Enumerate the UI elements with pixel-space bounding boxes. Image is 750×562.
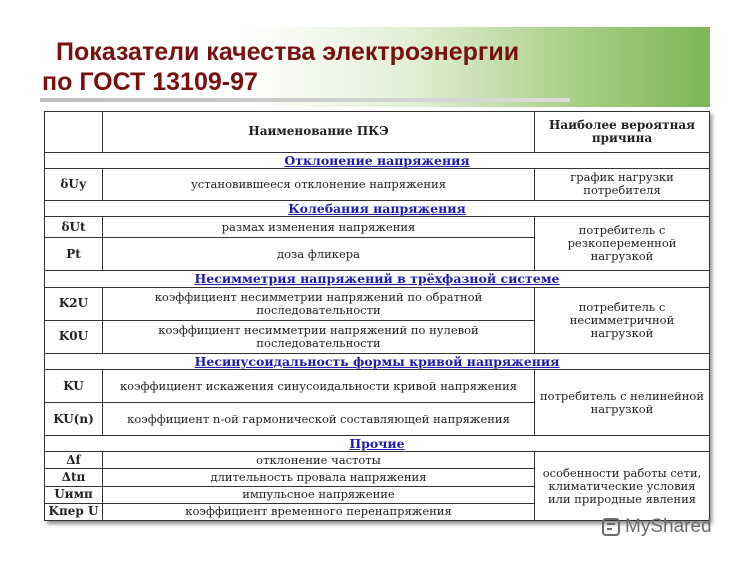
row-name: доза фликера: [103, 238, 535, 271]
watermark-text: MyShared: [625, 516, 712, 537]
watermark-logo: [602, 514, 712, 540]
row-symbol: δUу: [45, 168, 103, 200]
myshared-logo-icon: [602, 518, 620, 536]
section-header-voltage-fluctuations: Колебания напряжения: [45, 200, 710, 216]
row-symbol: Kпер U: [45, 503, 103, 520]
row-name: отклонение частоты: [103, 452, 535, 469]
row-cause: потребитель с нелинейной нагрузкой: [535, 369, 710, 435]
header-cause: Наиболее вероятная причина: [535, 112, 710, 153]
row-name: коэффициент несимметрии напряжений по обратной последовательности: [103, 287, 535, 320]
row-name: коэффициент искажения синусоидальности кривой напряжения: [103, 369, 535, 402]
row-symbol: Δf: [45, 452, 103, 469]
section-header-voltage-unbalance: Несимметрия напряжений в трёхфазной системе: [45, 271, 710, 287]
header-symbol: [45, 112, 103, 153]
row-symbol: KU(n): [45, 403, 103, 436]
row-name: установившееся отклонение напряжения: [103, 168, 535, 200]
row-symbol: KU: [45, 369, 103, 402]
title-underline: [40, 98, 570, 102]
row-name: размах изменения напряжения: [103, 216, 535, 237]
pke-table: [44, 111, 710, 521]
title-line-1: Показатели качества электроэнергии: [56, 38, 520, 66]
slide-title: [42, 37, 519, 97]
row-symbol: K2U: [45, 287, 103, 320]
row-name: коэффициент временного перенапряжения: [103, 503, 535, 520]
row-symbol: δUt: [45, 216, 103, 237]
table-row: [45, 168, 710, 200]
row-name: импульсное напряжение: [103, 486, 535, 503]
row-symbol: Pt: [45, 238, 103, 271]
title-line-2: по ГОСТ 13109-97: [42, 68, 258, 96]
row-cause: потребитель с несимметричной нагрузкой: [535, 287, 710, 353]
header-name: Наименование ПКЭ: [103, 112, 535, 153]
row-cause: особенности работы сети, климатические условия или природные явления: [535, 452, 710, 521]
row-symbol: Δtп: [45, 469, 103, 486]
row-name: коэффициент n-ой гармонической составляющей напряжения: [103, 403, 535, 436]
row-name: длительность провала напряжения: [103, 469, 535, 486]
section-header-nonsinusoidality: Несинусоидальность формы кривой напряжения: [45, 353, 710, 369]
row-cause: график нагрузки потребителя: [535, 168, 710, 200]
table-row: [45, 216, 710, 237]
table-row: [45, 287, 710, 320]
table-header-row: [45, 112, 710, 153]
section-header-voltage-deviation: Отклонение напряжения: [45, 152, 710, 168]
row-name: коэффициент несимметрии напряжений по нулевой последовательности: [103, 320, 535, 353]
pke-table-container: [44, 111, 709, 521]
table-row: [45, 369, 710, 402]
section-header-other: Прочие: [45, 436, 710, 452]
table-row: [45, 452, 710, 469]
row-symbol: Uимп: [45, 486, 103, 503]
row-cause: потребитель с резкопеременной нагрузкой: [535, 216, 710, 271]
row-symbol: K0U: [45, 320, 103, 353]
